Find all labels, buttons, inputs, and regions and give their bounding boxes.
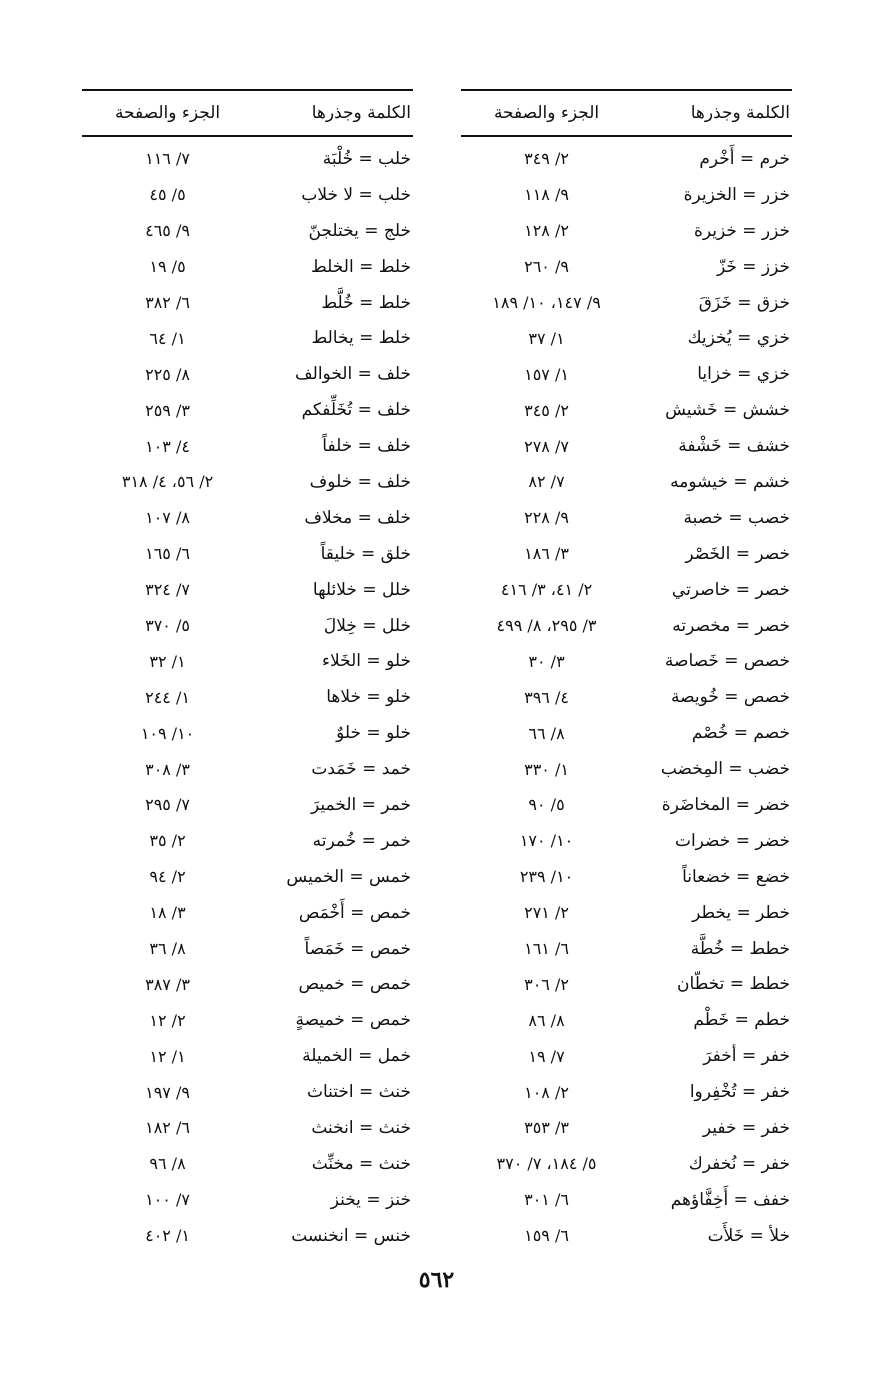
volume-page-ref: ٢/ ٩٤ bbox=[149, 867, 186, 887]
index-word: خصب = خصبة bbox=[683, 507, 790, 528]
table-row bbox=[82, 500, 413, 536]
table-row bbox=[461, 500, 792, 536]
table-row bbox=[461, 249, 792, 285]
volume-page-ref: ٨/ ٨٦ bbox=[528, 1010, 565, 1030]
index-word: خمس = الخميس bbox=[286, 866, 411, 887]
table-row bbox=[461, 392, 792, 428]
index-word: خلف = الخوالف bbox=[295, 364, 411, 385]
volume-page-ref: ١/ ٣٧ bbox=[528, 328, 565, 348]
table-row bbox=[82, 895, 413, 931]
table-row bbox=[82, 428, 413, 464]
table-row bbox=[461, 608, 792, 644]
table-row bbox=[82, 643, 413, 679]
volume-page-ref: ٢/ ٣٤٩ bbox=[524, 149, 569, 169]
volume-page-ref: ٢/ ٢٧١ bbox=[524, 903, 569, 923]
volume-page-ref: ٧/ ٢٧٨ bbox=[524, 436, 569, 456]
table-row bbox=[82, 751, 413, 787]
table-row bbox=[82, 715, 413, 751]
index-word: خلو = الخَلاء bbox=[322, 651, 411, 672]
table-row bbox=[461, 1002, 792, 1038]
index-word: خزر = خزيرة bbox=[693, 220, 790, 241]
table-row bbox=[82, 177, 413, 213]
volume-page-ref: ٩/ ٢٢٨ bbox=[524, 508, 569, 528]
header-rule bbox=[82, 135, 413, 137]
volume-page-ref: ١٠/ ١٠٩ bbox=[140, 723, 195, 743]
index-word: خزي = يُخزيك bbox=[687, 328, 790, 349]
table-body bbox=[82, 141, 413, 1254]
index-word: خزز = خَزّ bbox=[716, 256, 790, 277]
volume-page-ref: ٣/ ٣٠ bbox=[528, 651, 565, 671]
index-word: خلأ = خَلأَت bbox=[707, 1225, 790, 1246]
index-word: خمد = خَمَدت bbox=[311, 759, 411, 780]
index-word: خفر = تُخْفِروا bbox=[689, 1082, 790, 1103]
table-row bbox=[461, 141, 792, 177]
volume-page-ref: ١/ ٤٠٢ bbox=[145, 1226, 190, 1246]
table-row bbox=[82, 859, 413, 895]
index-word: خنث = اختناث bbox=[306, 1082, 411, 1103]
table-body bbox=[461, 141, 792, 1254]
index-word: خمص = خَمَصاً bbox=[304, 938, 411, 959]
index-word: خلب = لا خلاب bbox=[301, 184, 411, 205]
table-row bbox=[82, 787, 413, 823]
volume-page-ref: ٣/ ٣٨٧ bbox=[145, 974, 190, 994]
volume-page-ref: ٩/ ١٩٧ bbox=[145, 1082, 190, 1102]
index-word: خنز = يخنز bbox=[330, 1189, 411, 1210]
table-row bbox=[82, 320, 413, 356]
table-row bbox=[461, 572, 792, 608]
index-word: خنث = مخنِّث bbox=[311, 1153, 411, 1174]
index-word: خلل = خِلالَ bbox=[323, 615, 411, 636]
volume-page-ref: ١٠/ ٢٣٩ bbox=[519, 867, 574, 887]
table-row bbox=[82, 931, 413, 967]
volume-page-ref: ٢/ ٣٥ bbox=[149, 831, 186, 851]
volume-page-ref: ٢/ ٥٦، ٤/ ٣١٨ bbox=[121, 472, 214, 492]
volume-page-ref: ٥/ ٩٠ bbox=[528, 795, 565, 815]
table-row bbox=[82, 285, 413, 321]
table-row bbox=[461, 679, 792, 715]
volume-page-ref: ٥/ ٤٥ bbox=[149, 185, 186, 205]
index-word: خلل = خلائلها bbox=[312, 579, 411, 600]
index-word: خمر = خُمرته bbox=[312, 830, 411, 851]
volume-page-ref: ٧/ ١٩ bbox=[528, 1046, 565, 1066]
volume-page-ref: ٥/ ١٩ bbox=[149, 257, 186, 277]
index-word: خضب = المِخضب bbox=[660, 759, 790, 780]
index-word: خلط = الخلط bbox=[311, 256, 411, 277]
volume-page-ref: ١/ ٦٤ bbox=[149, 328, 186, 348]
index-word: خنس = انخنست bbox=[291, 1225, 411, 1246]
table-row bbox=[461, 356, 792, 392]
page-number: ٥٦٢ bbox=[418, 1267, 455, 1293]
volume-page-ref: ٨/ ٣٦ bbox=[149, 939, 186, 959]
volume-page-ref: ٦/ ١٨٢ bbox=[145, 1118, 190, 1138]
word-column-header: الكلمة وجذرها bbox=[311, 103, 411, 123]
volume-page-ref: ٦/ ٣٨٢ bbox=[145, 293, 190, 312]
index-word: خطم = خَطْم bbox=[693, 1010, 790, 1031]
table-row bbox=[82, 966, 413, 1002]
index-table-right bbox=[461, 89, 792, 1254]
header-rule bbox=[461, 135, 792, 137]
table-header bbox=[82, 91, 413, 135]
table-row bbox=[82, 1182, 413, 1218]
volume-page-ref: ٢/ ١٠٨ bbox=[524, 1082, 569, 1102]
index-word: خضع = خضعاناً bbox=[682, 866, 790, 887]
table-row bbox=[82, 1002, 413, 1038]
index-word: خضر = خضرات bbox=[674, 830, 790, 851]
table-row bbox=[461, 1110, 792, 1146]
table-row bbox=[461, 464, 792, 500]
volume-page-ref: ٧/ ٢٩٥ bbox=[145, 795, 190, 815]
volume-page-ref: ٦/ ١٦١ bbox=[524, 939, 569, 959]
table-row bbox=[82, 356, 413, 392]
index-word: خلط = يخالط bbox=[311, 328, 411, 349]
volume-page-ref: ١/ ١٥٧ bbox=[524, 364, 569, 384]
volume-page-ref: ٣/ ١٨٦ bbox=[524, 544, 569, 564]
table-row bbox=[82, 1146, 413, 1182]
table-row bbox=[82, 392, 413, 428]
index-word: خصر = مخصرته bbox=[672, 615, 790, 636]
volume-page-ref: ٨/ ٦٦ bbox=[528, 723, 565, 743]
volume-page-ref: ٥/ ١٨٤، ٧/ ٣٧٠ bbox=[496, 1154, 597, 1174]
index-word: خصم = خُصْم bbox=[691, 723, 790, 744]
table-row bbox=[461, 1182, 792, 1218]
index-word: خشم = خيشومه bbox=[670, 471, 790, 492]
table-row bbox=[82, 608, 413, 644]
index-word: خلو = خلاها bbox=[326, 687, 411, 708]
table-row bbox=[461, 966, 792, 1002]
volume-page-ref: ٣/ ٢٩٥، ٨/ ٤٩٩ bbox=[496, 616, 597, 636]
table-row bbox=[82, 1218, 413, 1254]
volume-page-ref: ٢/ ٣٤٥ bbox=[524, 400, 569, 420]
index-word: خمص = خميصةٍ bbox=[295, 1010, 411, 1031]
table-header bbox=[461, 91, 792, 135]
volume-page-ref: ٢/ ١٢٨ bbox=[524, 221, 569, 241]
table-row bbox=[82, 249, 413, 285]
index-word: خمل = الخميلة bbox=[302, 1046, 411, 1067]
volume-page-ref: ٩/ ١١٨ bbox=[524, 185, 569, 205]
table-row bbox=[82, 536, 413, 572]
volume-page-ref: ٢/ ٤١، ٣/ ٤١٦ bbox=[500, 580, 593, 600]
index-word: خفر = نُخفرك bbox=[688, 1153, 790, 1174]
index-word: خمص = أَخْمَص bbox=[298, 902, 411, 923]
volume-page-ref: ٦/ ١٦٥ bbox=[145, 544, 190, 564]
volume-page-ref: ٨/ ٢٢٥ bbox=[145, 364, 190, 384]
volume-page-ref: ٤/ ١٠٣ bbox=[145, 436, 190, 456]
index-word: خفر = أخفرَ bbox=[703, 1046, 790, 1067]
index-word: خمر = الخميرَ bbox=[311, 794, 411, 815]
table-row bbox=[461, 536, 792, 572]
volume-page-ref: ٨/ ١٠٧ bbox=[145, 508, 190, 528]
index-word: خلب = خُلْبَة bbox=[322, 148, 411, 169]
volume-page-ref: ٩/ ٢٦٠ bbox=[524, 257, 569, 277]
table-row bbox=[82, 1074, 413, 1110]
table-row bbox=[461, 1218, 792, 1254]
index-word: خنث = انخنث bbox=[311, 1117, 411, 1138]
table-row bbox=[461, 1038, 792, 1074]
volume-page-ref: ٣/ ٣٥٣ bbox=[524, 1118, 569, 1138]
index-word: خشش = خَشيش bbox=[665, 400, 790, 421]
table-row bbox=[461, 931, 792, 967]
index-word: خزر = الخزيرة bbox=[683, 184, 790, 205]
table-row bbox=[461, 751, 792, 787]
index-word: خلط = خُلَّط bbox=[321, 292, 411, 313]
table-row bbox=[461, 1074, 792, 1110]
volume-page-ref: ٦/ ١٥٩ bbox=[524, 1226, 569, 1246]
index-word: خلف = مخلاف bbox=[304, 507, 411, 528]
table-row bbox=[461, 787, 792, 823]
index-word: خلج = يختلجنّ bbox=[308, 220, 411, 241]
index-word: خصص = خُويصة bbox=[670, 687, 790, 708]
index-word: خشف = خَشْفة bbox=[678, 436, 790, 457]
table-row bbox=[461, 428, 792, 464]
table-row bbox=[82, 213, 413, 249]
table-row bbox=[461, 715, 792, 751]
index-word: خزق = خَزَقَ bbox=[698, 292, 790, 313]
index-word: خلق = خليقاً bbox=[320, 543, 411, 564]
volume-page-ref: ٣/ ٣٠٨ bbox=[145, 759, 190, 779]
index-word: خمص = خميص bbox=[298, 974, 411, 995]
table-row bbox=[82, 679, 413, 715]
word-column-header: الكلمة وجذرها bbox=[690, 103, 790, 123]
volume-page-ref: ٧/ ٨٢ bbox=[528, 472, 565, 492]
index-word: خصص = خَصاصة bbox=[664, 651, 790, 672]
table-row bbox=[461, 177, 792, 213]
volume-page-ref: ٧/ ١١٦ bbox=[145, 149, 190, 169]
volume-page-ref: ٩/ ٤٦٥ bbox=[145, 221, 190, 241]
volume-page-ref: ١/ ١٢ bbox=[149, 1046, 186, 1066]
index-word: خلو = خلوٌ bbox=[336, 723, 411, 744]
table-row bbox=[461, 823, 792, 859]
ref-column-header: الجزء والصفحة bbox=[114, 103, 221, 123]
index-word: خفف = أَخِفَّاؤهم bbox=[670, 1189, 790, 1210]
table-row bbox=[461, 320, 792, 356]
ref-column-header: الجزء والصفحة bbox=[493, 103, 600, 123]
volume-page-ref: ٢/ ١٢ bbox=[149, 1010, 186, 1030]
volume-page-ref: ٧/ ١٠٠ bbox=[145, 1190, 190, 1210]
volume-page-ref: ١/ ٣٢ bbox=[149, 651, 186, 671]
volume-page-ref: ١٠/ ١٧٠ bbox=[519, 831, 574, 851]
table-row bbox=[461, 643, 792, 679]
table-row bbox=[82, 1038, 413, 1074]
index-word: خلف = خلفاً bbox=[322, 436, 411, 457]
table-row bbox=[82, 464, 413, 500]
index-word: خرم = أَخْرم bbox=[699, 148, 790, 169]
volume-page-ref: ٨/ ٩٦ bbox=[149, 1154, 186, 1174]
index-word: خصر = الخَصْر bbox=[685, 543, 790, 564]
volume-page-ref: ٦/ ٣٠١ bbox=[524, 1190, 569, 1210]
index-word: خطر = يخطر bbox=[692, 902, 790, 923]
volume-page-ref: ٣/ ٢٥٩ bbox=[145, 400, 190, 420]
volume-page-ref: ٤/ ٣٩٦ bbox=[524, 687, 569, 707]
index-table-left bbox=[82, 89, 413, 1254]
table-row bbox=[461, 859, 792, 895]
index-word: خلف = تُخَلِّفكم bbox=[301, 400, 411, 421]
table-row bbox=[461, 285, 792, 321]
volume-page-ref: ٩/ ١٤٧، ١٠/ ١٨٩ bbox=[492, 293, 601, 312]
table-row bbox=[461, 213, 792, 249]
index-word: خطط = تخطّان bbox=[677, 974, 790, 995]
volume-page-ref: ١/ ٢٤٤ bbox=[145, 687, 190, 707]
index-word: خضر = المخاضَرة bbox=[661, 794, 790, 815]
table-row bbox=[82, 1110, 413, 1146]
volume-page-ref: ٣/ ١٨ bbox=[149, 903, 186, 923]
index-word: خفر = خفير bbox=[702, 1117, 790, 1138]
volume-page-ref: ٢/ ٣٠٦ bbox=[524, 974, 569, 994]
index-word: خزي = خزايا bbox=[697, 364, 790, 385]
volume-page-ref: ٥/ ٣٧٠ bbox=[145, 616, 190, 636]
index-word: خطط = خُطَّة bbox=[690, 938, 790, 959]
table-row bbox=[461, 1146, 792, 1182]
index-word: خصر = خاصرتي bbox=[671, 579, 790, 600]
table-row bbox=[82, 141, 413, 177]
volume-page-ref: ٧/ ٣٢٤ bbox=[145, 580, 190, 600]
volume-page-ref: ١/ ٣٣٠ bbox=[524, 759, 569, 779]
table-row bbox=[82, 572, 413, 608]
table-row bbox=[82, 823, 413, 859]
table-row bbox=[461, 895, 792, 931]
index-word: خلف = خلوف bbox=[309, 471, 411, 492]
